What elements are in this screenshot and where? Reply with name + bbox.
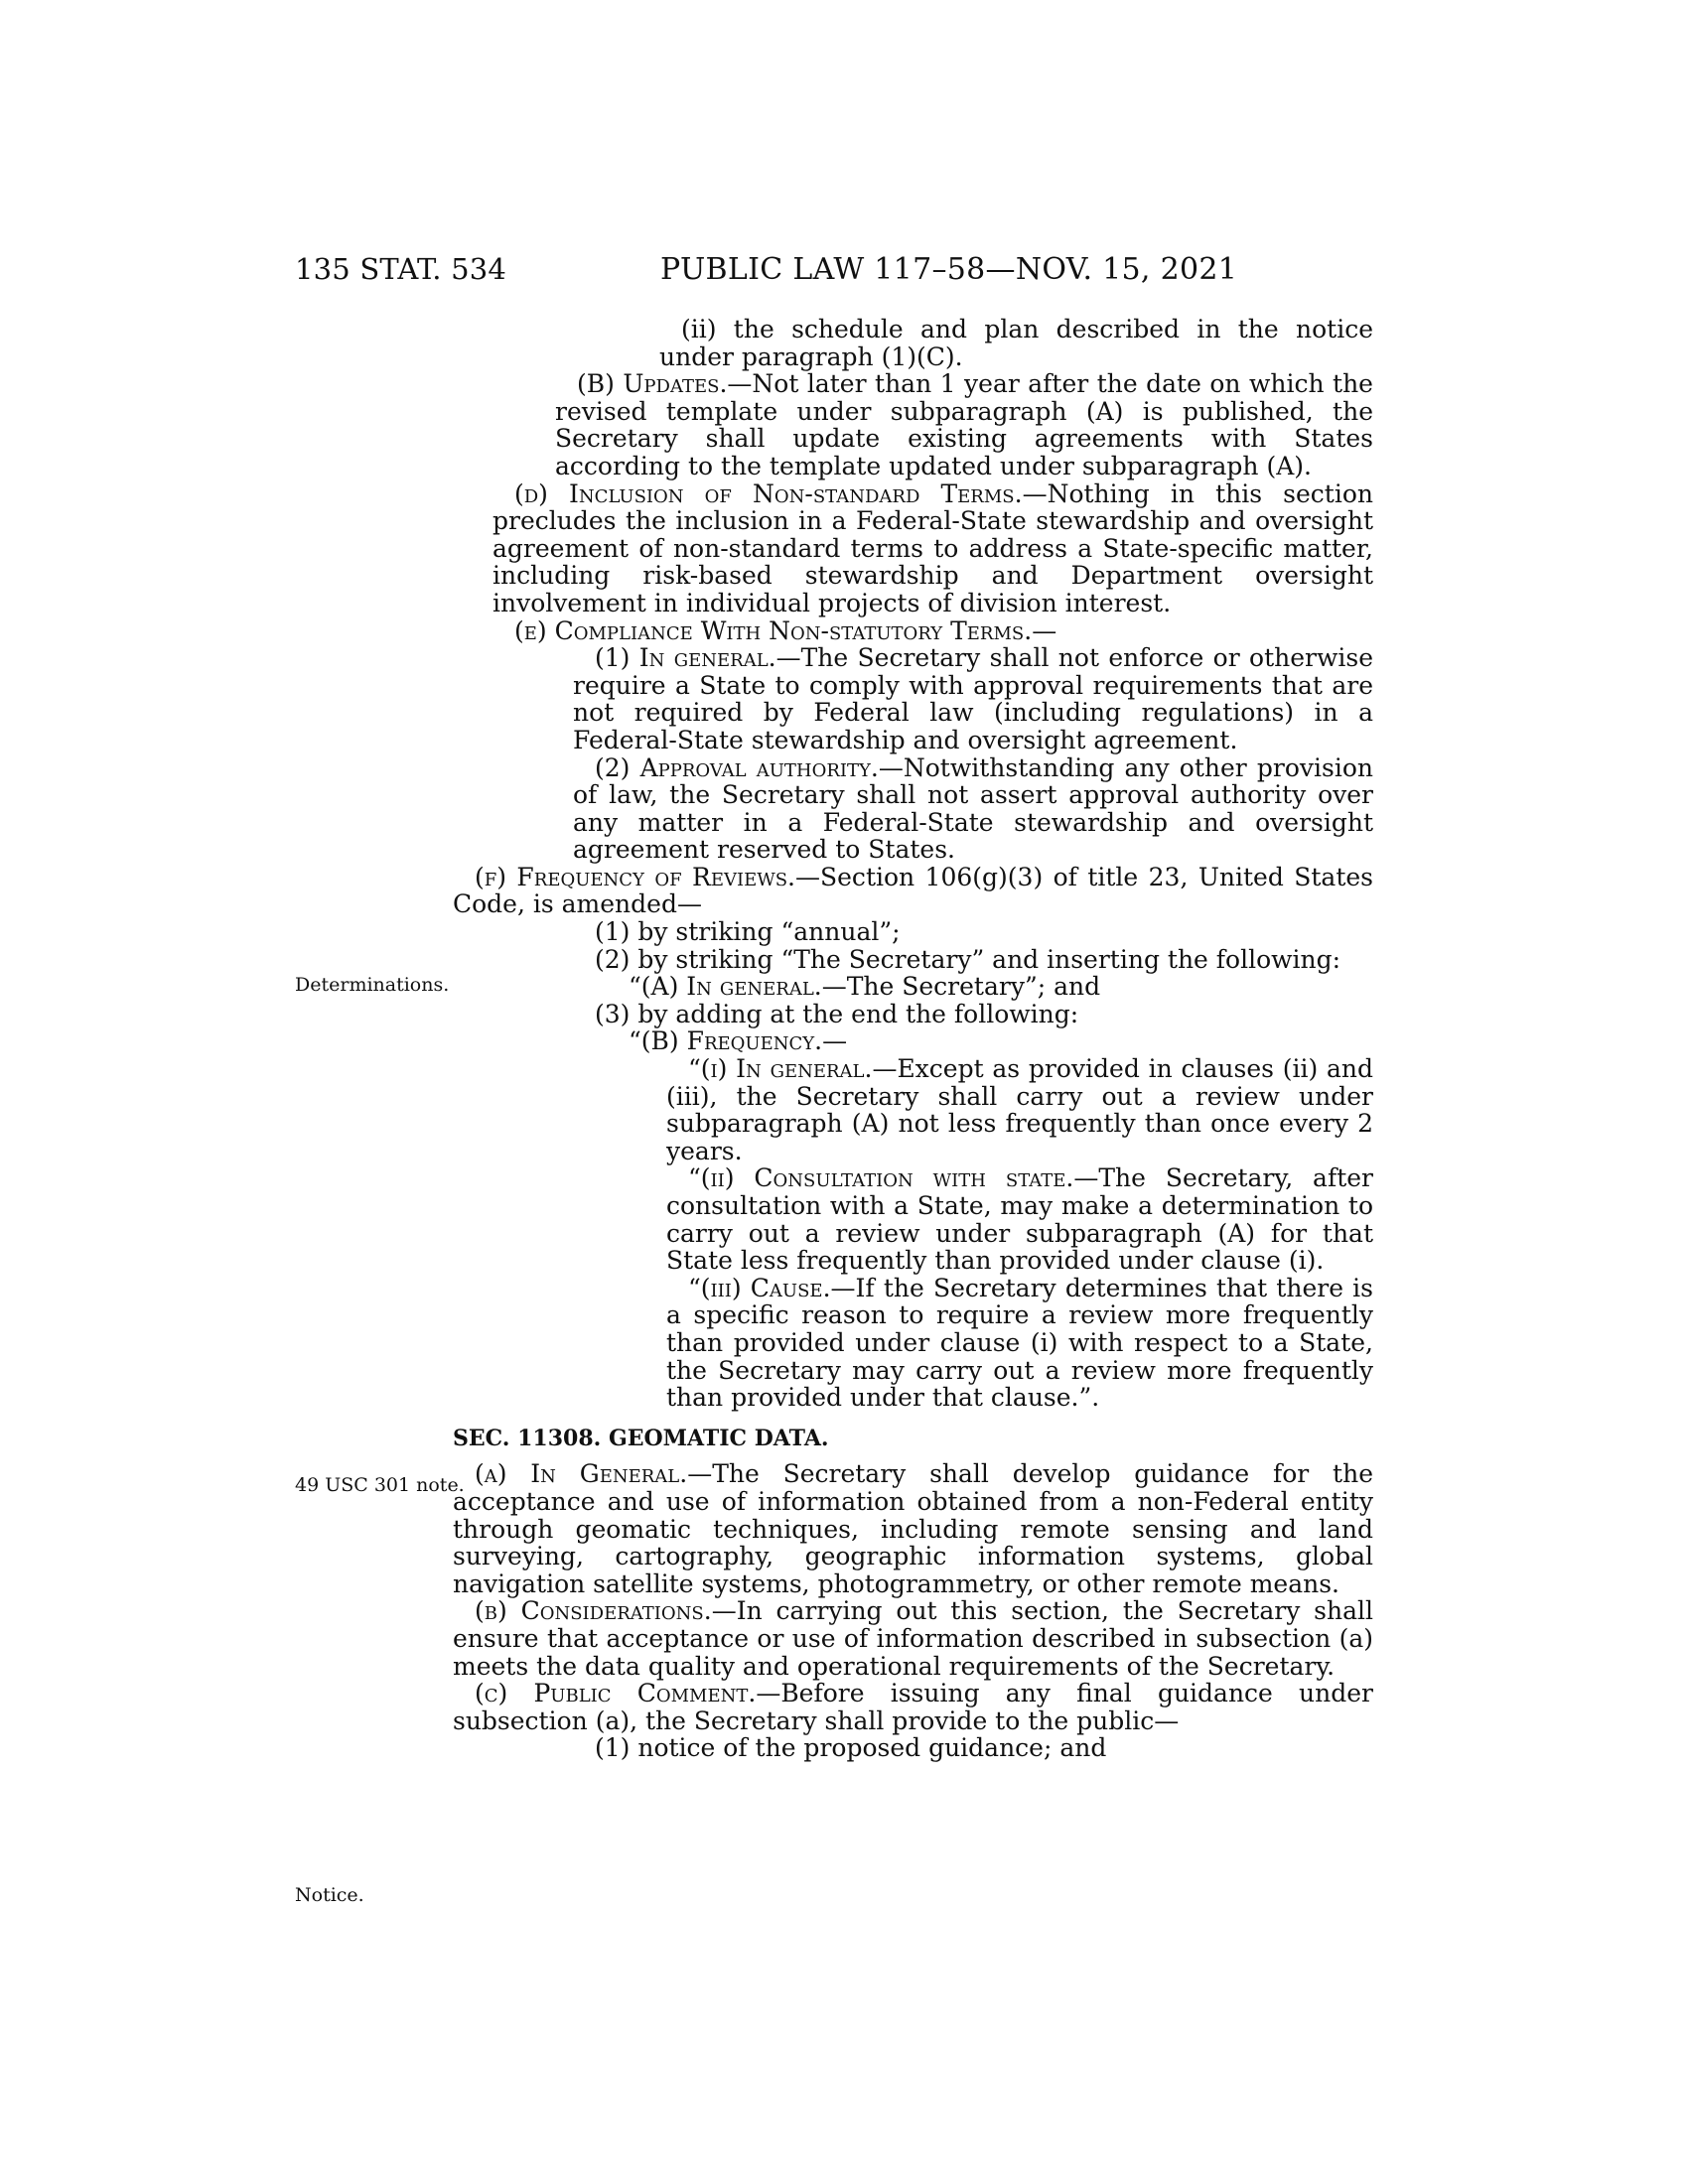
paragraph-heading: “(iii) Cause. [688,1273,831,1302]
subsection-b-considerations [453,1597,1373,1680]
paragraph-text: — [822,1026,848,1056]
paragraph-text: —In carrying out this section, the Secretary shall ensure that acceptance or use of information described in subsection (a) meets the data quality and operational requirements of the Secretary. [453,1596,1373,1681]
paragraph-text: —Not later than 1 year after the date on which the revised template under subparagraph (A) is published, the Secretary shall update existing agreements with States according to the template updated under subparagraph (A). [555,369,1373,480]
paragraph-e1 [492,644,1373,753]
paragraph-heading: (1) In general. [595,643,776,673]
inserted-subparagraph-b [492,1027,1373,1055]
document-body [453,315,1374,1763]
subsection-d [492,480,1373,617]
paragraph-text: —Notwithstanding any other provision of law, the Secretary shall not assert approval authority over any matter in a Federal-State stewardship and oversight agreement reserved to States. [573,752,1373,865]
amendment-3: (3) by adding at the end the following: [595,999,1079,1028]
subsection-c-public-comment [453,1680,1373,1734]
clause-ii-consultation [492,1164,1373,1274]
clause-i-general [492,1055,1373,1164]
paragraph-text: —Except as provided in clauses (ii) and (iii), the Secretary shall carry out a review under subparagraph (A) not less frequently than once every 2 years. [666,1054,1373,1165]
amendment-2: (2) by striking “The Secretary” and inserting the following: [595,944,1341,974]
paragraph-heading: (b) Considerations. [475,1596,712,1626]
paragraph-heading: (B) Updates. [577,369,728,399]
paragraph-text: —The Secretary shall develop guidance for the acceptance and use of information obtained from a non-Federal entity through geomatic techniques, including remote sensing and land surveying, cartography, geographic information systems, global navigation satellite systems, photogrammetry, or other remote means. [453,1459,1373,1598]
paragraph-heading: (e) Compliance With Non-statutory Terms. [514,615,1033,645]
paragraph-text: —The Secretary shall not enforce or otherwise require a State to comply with approval requirements that are not required by Federal law (including regulations) in a Federal-State stewardship and oversight agreement. [573,643,1373,754]
page-title: PUBLIC LAW 117–58—NOV. 15, 2021 [660,252,1238,287]
paragraph-heading: (f) Frequency of Reviews. [475,862,796,891]
amendment-1: (1) by striking “annual”; [595,917,901,947]
inserted-subparagraph-a [492,973,1373,1001]
paragraph-heading: “(ii) Consultation with state. [688,1163,1074,1193]
clause-iii-cause [492,1275,1373,1412]
paragraph-heading: “(B) Frequency. [629,1026,823,1056]
paragraph-heading: “(i) In general. [688,1054,873,1084]
paragraph-heading: (c) Public Comment. [475,1679,757,1708]
paragraph-text: —Nothing in this section precludes the inclusion in a Federal-State stewardship and oversight agreement of non-standard terms to address a State-specific matter, including risk-based stewardship and Department oversight involvement in individual projects of division interest. [492,478,1373,617]
paragraph-c1-notice: (1) notice of the proposed guidance; and [595,1733,1107,1763]
paragraph-heading: (a) In General. [475,1459,688,1489]
margin-note-usc: 49 USC 301 note. [295,1474,465,1496]
subparagraph-b-updates [492,370,1373,479]
paragraph-text: —Section 106(g)(3) of title 23, United States Code, is amended— [453,862,1373,919]
paragraph-text: —The Secretary”; and [821,972,1101,1002]
page-reference: 135 STAT. 534 [295,252,507,286]
paragraph-text: — [1032,615,1057,645]
paragraph-text: —Before issuing any final guidance under subsection (a), the Secretary shall provide to the public— [453,1679,1373,1735]
paragraph-text: —If the Secretary determines that there is a specific reason to require a review more frequently than provided under clause (i) with respect to a State, the Secretary may carry out a review more frequently than provided under that clause.”. [666,1273,1373,1413]
paragraph-e2 [492,754,1373,864]
subsection-f [453,864,1373,918]
margin-note-notice: Notice. [295,1884,364,1906]
margin-note-determinations: Determinations. [295,974,450,996]
paragraph-heading: “(A) In general. [629,972,822,1002]
section-heading: SEC. 11308. GEOMATIC DATA. [453,1425,829,1451]
subsection-e [492,617,1373,645]
paragraph-heading: (2) Approval authority. [595,752,879,782]
paragraph-heading: (d) Inclusion of Non-standard Terms. [514,478,1023,508]
subsection-a-general [453,1460,1373,1597]
paragraph-text: —The Secretary, after consultation with a State, may make a determination to carry out a review under subparagraph (A) for that State less frequently than provided under clause (i). [666,1163,1374,1276]
clause-ii-schedule: (ii) the schedule and plan described in the notice under paragraph (1)(C). [659,315,1373,371]
